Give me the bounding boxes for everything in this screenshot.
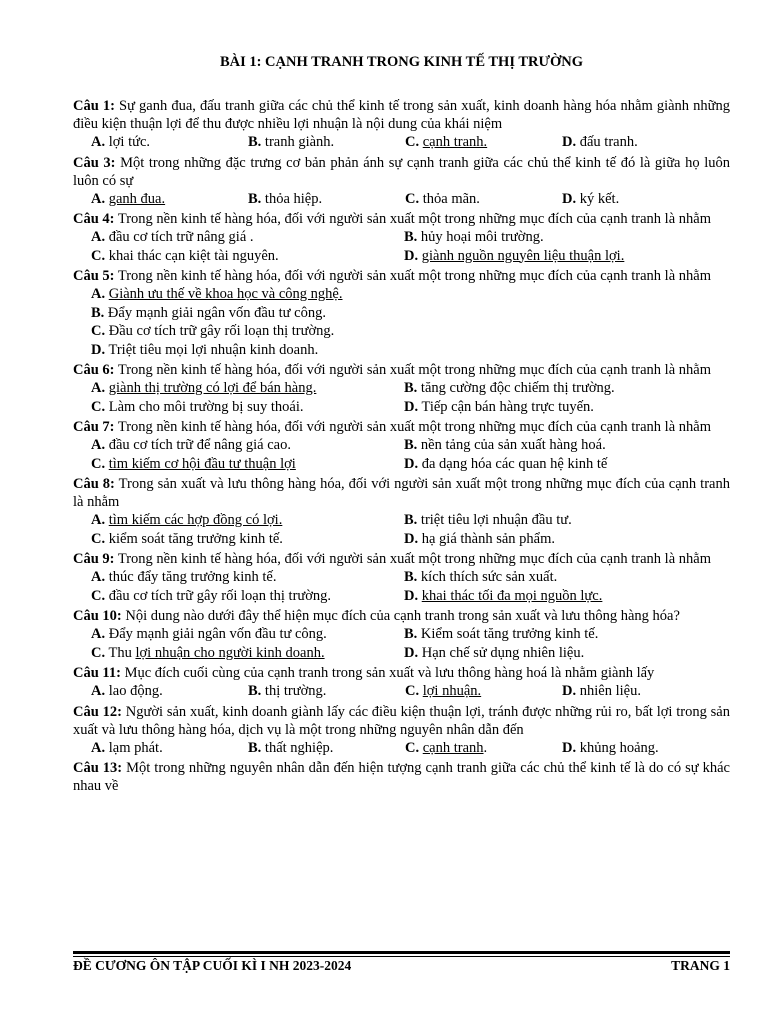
option-letter: D.	[404, 530, 419, 547]
option-letter: A.	[91, 512, 106, 528]
answer-option	[91, 455, 404, 474]
answer-options	[73, 133, 730, 152]
question-item	[73, 267, 730, 359]
answer-options	[73, 568, 730, 605]
question-text	[73, 703, 730, 739]
answer-option	[91, 379, 404, 398]
option-text: Đẩy mạnh giải ngân vốn đầu tư công.	[108, 626, 327, 642]
option-letter: B.	[404, 626, 418, 642]
question-label: Câu 11:	[73, 665, 121, 681]
answer-option	[91, 133, 248, 152]
answer-options	[73, 682, 730, 701]
question-label: Câu 12:	[73, 703, 122, 720]
answer-option	[91, 511, 404, 530]
option-letter: C.	[91, 644, 106, 661]
answer-options	[73, 436, 730, 473]
option-text: đấu tranh.	[579, 134, 638, 150]
question-label: Câu 13:	[73, 760, 123, 776]
option-letter: D.	[404, 247, 419, 264]
footer-page-number: TRANG 1	[671, 958, 730, 973]
option-letter: C.	[405, 190, 420, 207]
option-letter: A.	[91, 380, 106, 396]
option-text: Triệt tiêu mọi lợi nhuận kinh doanh.	[108, 341, 319, 358]
option-text-correct: khai thác tối đa mọi nguồn lực.	[421, 587, 603, 604]
option-text: thất nghiệp.	[264, 739, 334, 756]
option-letter: C.	[91, 530, 106, 547]
answer-option	[91, 398, 404, 417]
option-letter: B.	[248, 190, 262, 207]
option-letter: A.	[91, 190, 106, 207]
option-text: thỏa hiệp.	[264, 190, 323, 207]
answer-option	[405, 133, 562, 152]
option-letter: A.	[91, 739, 106, 756]
answer-option	[404, 568, 730, 587]
answer-option	[404, 436, 730, 455]
option-suffix: .	[483, 739, 488, 756]
answer-option	[91, 247, 404, 266]
question-item	[73, 475, 730, 548]
answer-option	[248, 133, 405, 152]
answer-option	[404, 247, 730, 266]
question-body: Một trong những đặc trưng cơ bản phản ánh sự cạnh tranh giữa các chủ thể kinh tế đó là giữa họ luôn luôn có sự	[73, 154, 730, 189]
option-letter: B.	[404, 437, 418, 453]
option-text: tăng cường độc chiếm thị trường.	[420, 380, 615, 396]
option-text: Kiểm soát tăng trưởng kinh tế.	[420, 626, 599, 642]
answer-options	[73, 379, 730, 416]
question-item	[73, 361, 730, 416]
answer-option	[248, 739, 405, 758]
question-item	[73, 703, 730, 758]
option-letter: D.	[404, 455, 419, 472]
option-letter: D.	[562, 134, 577, 150]
option-text: khai thác cạn kiệt tài nguyên.	[108, 247, 279, 264]
option-letter: C.	[405, 134, 420, 150]
option-text: khủng hoảng.	[579, 739, 659, 756]
option-letter: D.	[562, 739, 577, 756]
footer-rule-thick	[73, 951, 730, 954]
option-text: hủy hoại môi trường.	[420, 229, 544, 245]
option-text: Đầu cơ tích trữ gây rối loạn thị trường.	[108, 323, 335, 339]
answer-option	[91, 436, 404, 455]
answer-option	[404, 625, 730, 644]
question-label: Câu 8:	[73, 476, 115, 492]
answer-option	[91, 341, 730, 360]
answer-option	[91, 530, 404, 549]
question-text	[73, 607, 730, 625]
option-letter: D.	[404, 587, 419, 604]
question-label: Câu 5:	[73, 268, 115, 284]
answer-options	[73, 739, 730, 758]
answer-option	[404, 228, 730, 247]
option-text: Tiếp cận bán hàng trực tuyến.	[421, 398, 594, 415]
question-item	[73, 607, 730, 662]
question-body: Sự ganh đua, đấu tranh giữa các chủ thể kinh tế trong sản xuất, kinh doanh hàng hóa nhằm giành những điều kiện thuận lợi để thu được nhiều lợi nhuận là nội dung của khái niệm	[73, 98, 731, 132]
option-letter: D.	[562, 683, 577, 699]
footer-rule-thin	[73, 956, 730, 957]
answer-option	[91, 739, 248, 758]
answer-option	[248, 190, 405, 209]
answer-option	[91, 682, 248, 701]
option-letter: D.	[91, 341, 106, 358]
question-body: Trong nền kinh tế hàng hóa, đối với người sản xuất một trong những mục đích của cạnh tranh là nhằm	[117, 551, 711, 567]
answer-option	[91, 285, 730, 304]
question-label: Câu 4:	[73, 211, 115, 227]
answer-option	[404, 644, 730, 663]
question-body: Trong nền kinh tế hàng hóa, đối với người sản xuất một trong những mục đích của cạnh tranh là nhằm	[117, 362, 711, 378]
option-text: Hạn chế sử dụng nhiên liệu.	[421, 644, 585, 661]
option-text-correct: tìm kiếm các hợp đồng có lợi.	[108, 512, 283, 528]
answer-option	[562, 190, 730, 209]
question-body: Người sản xuất, kinh doanh giành lấy các điều kiện thuận lợi, tránh được những rủi ro, bất lợi trong sản xuất và lưu thông hàng hóa, dịch vụ là một trong những nguyên nhân dẫn đến	[73, 703, 730, 738]
option-letter: C.	[91, 455, 106, 472]
option-text-correct: lợi nhuận cho người kinh doanh.	[135, 644, 325, 661]
option-letter: D.	[404, 398, 419, 415]
question-text	[73, 97, 730, 133]
question-body: Trong sản xuất và lưu thông hàng hóa, đối với người sản xuất một trong những mục đích của cạnh tranh là nhằm	[73, 476, 730, 510]
option-letter: B.	[248, 739, 262, 756]
answer-options	[73, 511, 730, 548]
answer-option	[562, 133, 730, 152]
option-letter: B.	[248, 134, 262, 150]
option-text-correct: cạnh tranh.	[422, 134, 488, 150]
option-letter: C.	[91, 398, 106, 415]
answer-option	[562, 682, 730, 701]
option-text: kiểm soát tăng trưởng kinh tế.	[108, 530, 283, 547]
question-text	[73, 475, 730, 511]
option-text: nền tảng của sản xuất hàng hoá.	[420, 437, 606, 453]
option-letter: A.	[91, 569, 106, 585]
answer-options	[73, 190, 730, 209]
question-label: Câu 6:	[73, 362, 115, 378]
option-letter: C.	[91, 323, 106, 339]
question-label: Câu 7:	[73, 419, 115, 435]
option-text: tranh giành.	[264, 134, 335, 150]
question-text	[73, 759, 730, 795]
option-letter: A.	[91, 437, 106, 453]
question-item	[73, 759, 730, 795]
option-text-correct: tìm kiếm cơ hội đầu tư thuận lợi	[108, 455, 296, 472]
option-text: thúc đẩy tăng trưởng kinh tế.	[108, 569, 277, 585]
option-letter: A.	[91, 626, 106, 642]
option-text: hạ giá thành sản phẩm.	[421, 530, 556, 547]
question-text	[73, 361, 730, 379]
question-list	[73, 97, 730, 797]
question-label: Câu 3:	[73, 154, 116, 171]
answer-options	[73, 625, 730, 662]
question-body: Một trong những nguyên nhân dẫn đến hiện tượng cạnh tranh giữa các chủ thể kinh tế là do có sự khác nhau về	[73, 760, 730, 794]
option-text: kích thích sức sản xuất.	[420, 569, 558, 585]
footer-title: ĐỀ CƯƠNG ÔN TẬP CUỐI KÌ I NH 2023-2024	[73, 958, 352, 973]
answer-option	[404, 587, 730, 606]
question-text	[73, 418, 730, 436]
option-text: lợi tức.	[108, 134, 151, 150]
option-text: Làm cho môi trường bị suy thoái.	[108, 398, 304, 415]
option-letter: D.	[404, 644, 419, 661]
question-item	[73, 210, 730, 265]
option-letter: B.	[91, 304, 105, 321]
option-letter: B.	[404, 569, 418, 585]
question-label: Câu 9:	[73, 551, 115, 567]
option-text: thỏa mãn.	[422, 190, 480, 207]
option-text-correct: lợi nhuận.	[422, 683, 482, 699]
answer-options	[73, 285, 730, 359]
option-letter: C.	[91, 247, 106, 264]
option-letter: C.	[405, 683, 420, 699]
option-letter: D.	[562, 190, 577, 207]
question-body: Mục đích cuối cùng của cạnh tranh trong sản xuất và lưu thông hàng hoá là nhằm giành lấy	[124, 665, 655, 681]
question-body: Nội dung nào dưới đây thể hiện mục đích của cạnh tranh trong sản xuất và lưu thông hàng hóa?	[125, 608, 680, 624]
answer-option	[405, 190, 562, 209]
option-letter: C.	[91, 587, 106, 604]
answer-options	[73, 228, 730, 265]
question-label: Câu 1:	[73, 98, 115, 114]
option-text: ký kết.	[579, 190, 620, 207]
answer-option	[91, 190, 248, 209]
question-item	[73, 418, 730, 473]
option-text: nhiên liệu.	[579, 683, 641, 699]
question-label: Câu 10:	[73, 608, 122, 624]
answer-option	[405, 682, 562, 701]
answer-option	[404, 511, 730, 530]
option-text: triệt tiêu lợi nhuận đầu tư.	[420, 512, 572, 528]
option-text-correct: Giành ưu thế về khoa học và công nghệ.	[108, 286, 343, 302]
question-text	[73, 210, 730, 228]
option-text: thị trường.	[264, 683, 327, 699]
option-letter: A.	[91, 683, 106, 699]
question-item	[73, 154, 730, 209]
question-text	[73, 664, 730, 682]
answer-option	[91, 587, 404, 606]
option-letter: C.	[405, 739, 420, 756]
option-letter: B.	[404, 512, 418, 528]
answer-option	[405, 739, 562, 758]
answer-option	[91, 625, 404, 644]
option-text: đầu cơ tích trữ gây rối loạn thị trường.	[108, 587, 332, 604]
option-prefix: Thu	[108, 644, 136, 661]
answer-option	[404, 398, 730, 417]
question-item	[73, 664, 730, 701]
option-text: lao động.	[108, 683, 163, 699]
question-body: Trong nền kinh tế hàng hóa, đối với người sản xuất một trong những mục đích của cạnh tranh là nhằm	[117, 211, 711, 227]
question-text	[73, 154, 730, 190]
question-text	[73, 267, 730, 285]
option-text: đầu cơ tích trữ để nâng giá cao.	[108, 437, 291, 453]
answer-option	[248, 682, 405, 701]
option-text: đầu cơ tích trữ nâng giá .	[108, 229, 254, 245]
answer-option	[404, 530, 730, 549]
question-item	[73, 97, 730, 152]
question-body: Trong nền kinh tế hàng hóa, đối với người sản xuất một trong những mục đích của cạnh tranh là nhằm	[117, 268, 711, 284]
option-letter: A.	[91, 286, 106, 302]
answer-option	[91, 322, 730, 341]
option-letter: A.	[91, 134, 106, 150]
question-text	[73, 550, 730, 568]
option-text: Đẩy mạnh giải ngân vốn đầu tư công.	[107, 304, 326, 321]
option-text-correct: giành nguồn nguyên liệu thuận lợi.	[421, 247, 625, 264]
answer-option	[91, 304, 730, 323]
option-letter: B.	[404, 380, 418, 396]
option-text-correct: ganh đua.	[108, 190, 166, 207]
answer-option	[404, 455, 730, 474]
answer-option	[562, 739, 730, 758]
question-item	[73, 550, 730, 605]
answer-option	[91, 568, 404, 587]
option-text-correct: cạnh tranh	[422, 739, 484, 756]
option-text-correct: giành thị trường có lợi để bán hàng.	[108, 380, 317, 396]
option-letter: B.	[404, 229, 418, 245]
answer-option	[91, 228, 404, 247]
option-text: lạm phát.	[108, 739, 163, 756]
option-text: đa dạng hóa các quan hệ kinh tế	[421, 455, 608, 472]
lesson-title: BÀI 1: CẠNH TRANH TRONG KINH TẾ THỊ TRƯỜNG	[219, 54, 584, 70]
option-letter: B.	[248, 683, 262, 699]
answer-option	[91, 644, 404, 663]
option-letter: A.	[91, 229, 106, 245]
answer-option	[404, 379, 730, 398]
question-body: Trong nền kinh tế hàng hóa, đối với người sản xuất một trong những mục đích của cạnh tranh là nhằm	[117, 419, 711, 435]
